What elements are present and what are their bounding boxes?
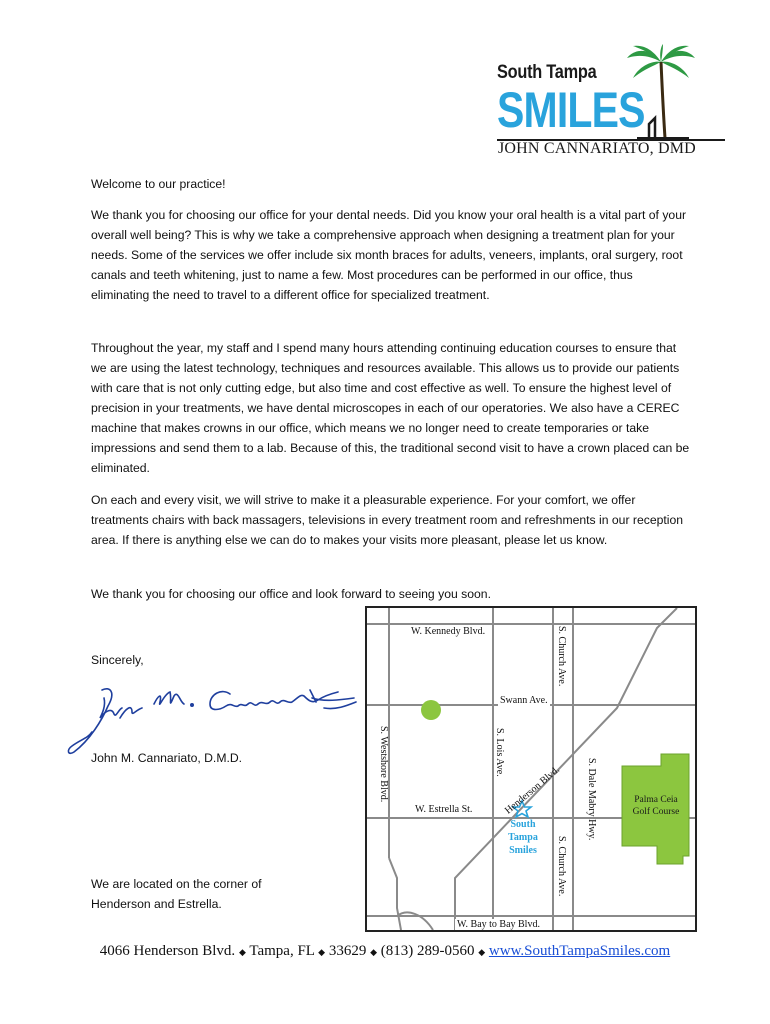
label-westshore: S. Westshore Blvd. xyxy=(378,726,389,803)
footer-contact xyxy=(0,943,770,960)
label-office xyxy=(503,818,543,857)
label-estrella: W. Estrella St. xyxy=(415,804,473,815)
palm-tree-icon xyxy=(625,44,697,140)
golf-line-2: Golf Course xyxy=(632,807,680,817)
letter-closing: Sincerely, xyxy=(91,653,144,667)
footer-city: Tampa, FL xyxy=(249,943,315,959)
park-circle xyxy=(421,700,441,720)
label-henderson: Henderson Blvd. xyxy=(503,764,562,817)
label-church-bottom: S. Church Ave. xyxy=(556,836,567,897)
map-drawing xyxy=(367,608,695,930)
letter-paragraph-1: We thank you for choosing our office for your dental needs. Did you know your oral health is a vital part of your overall well being? This is why we take a comprehensive approach when designing a treatment plan for your needs. Some of the services we offer include six month braces for adults, veneers, implants, oral surgery, root canals and teeth whitening, just to name a few. Most procedures can be performed in our office, thus eliminating the need to travel to a different office for specialized treatment. xyxy=(91,208,687,302)
footer-sep-1: ◆ xyxy=(238,947,246,957)
label-lois: S. Lois Ave. xyxy=(494,728,505,777)
location-line-1: We are located on the corner of xyxy=(91,877,262,891)
letter-paragraph-2: Throughout the year, my staff and I spend many hours attending continuing education courses to ensure that we are using the latest technology, techniques and resources available. This allows us to provide our patients with care that is not only cutting edge, but also time and cost effective as well. To ensure the highest level of precision in your treatments, we have dental microscopes in each of our operatories. We also have a CEREC machine that makes crowns in our office, which means we no longer need to create temporaries or take impressions and send them to a lab. Because of this, the traditional second visit to have a crown placed can be eliminated. xyxy=(91,341,690,475)
footer-address: 4066 Henderson Blvd. xyxy=(99,943,236,959)
office-line-2: Tampa xyxy=(508,832,538,843)
logo-line-south-tampa: South Tampa xyxy=(497,62,597,83)
label-dale-mabry: S. Dale Mabry Hwy. xyxy=(586,758,597,841)
practice-logo xyxy=(497,44,727,164)
logo-line-smiles: SMILES xyxy=(497,82,645,138)
footer-sep-4: ◆ xyxy=(478,947,486,957)
office-line-1: South xyxy=(510,819,536,830)
label-swann: Swann Ave. xyxy=(500,695,548,706)
logo-doctor-name: JOHN CANNARIATO, DMD xyxy=(498,140,696,157)
footer-phone: (813) 289-0560 xyxy=(380,943,475,959)
golf-line-1: Palma Ceia xyxy=(634,795,678,805)
footer-sep-3: ◆ xyxy=(370,947,377,957)
website-link[interactable]: www.SouthTampaSmiles.com xyxy=(488,943,671,959)
location-line-2: Henderson and Estrella. xyxy=(91,897,222,911)
letter-signer-name: John M. Cannariato, D.M.D. xyxy=(91,751,243,765)
letter-greeting: Welcome to our practice! xyxy=(91,177,226,191)
label-church-top: S. Church Ave. xyxy=(556,626,567,687)
office-line-3: Smiles xyxy=(509,845,537,856)
location-map xyxy=(365,606,697,932)
footer-sep-2: ◆ xyxy=(318,947,326,957)
letter-paragraph-4: We thank you for choosing our office and look forward to seeing you soon. xyxy=(91,587,491,601)
label-bay-to-bay: W. Bay to Bay Blvd. xyxy=(457,919,540,930)
label-kennedy: W. Kennedy Blvd. xyxy=(411,626,486,637)
location-note xyxy=(91,874,351,914)
label-golf-course xyxy=(625,794,687,818)
letter-paragraph-3: On each and every visit, we will strive to make it a pleasurable experience. For your comfort, we offer treatments chairs with back massagers, televisions in every treatment room and refreshments in our reception area. If there is anything else we can do to makes your visits more pleasant, please let us know. xyxy=(91,493,684,547)
footer-zip: 33629 xyxy=(328,943,367,959)
